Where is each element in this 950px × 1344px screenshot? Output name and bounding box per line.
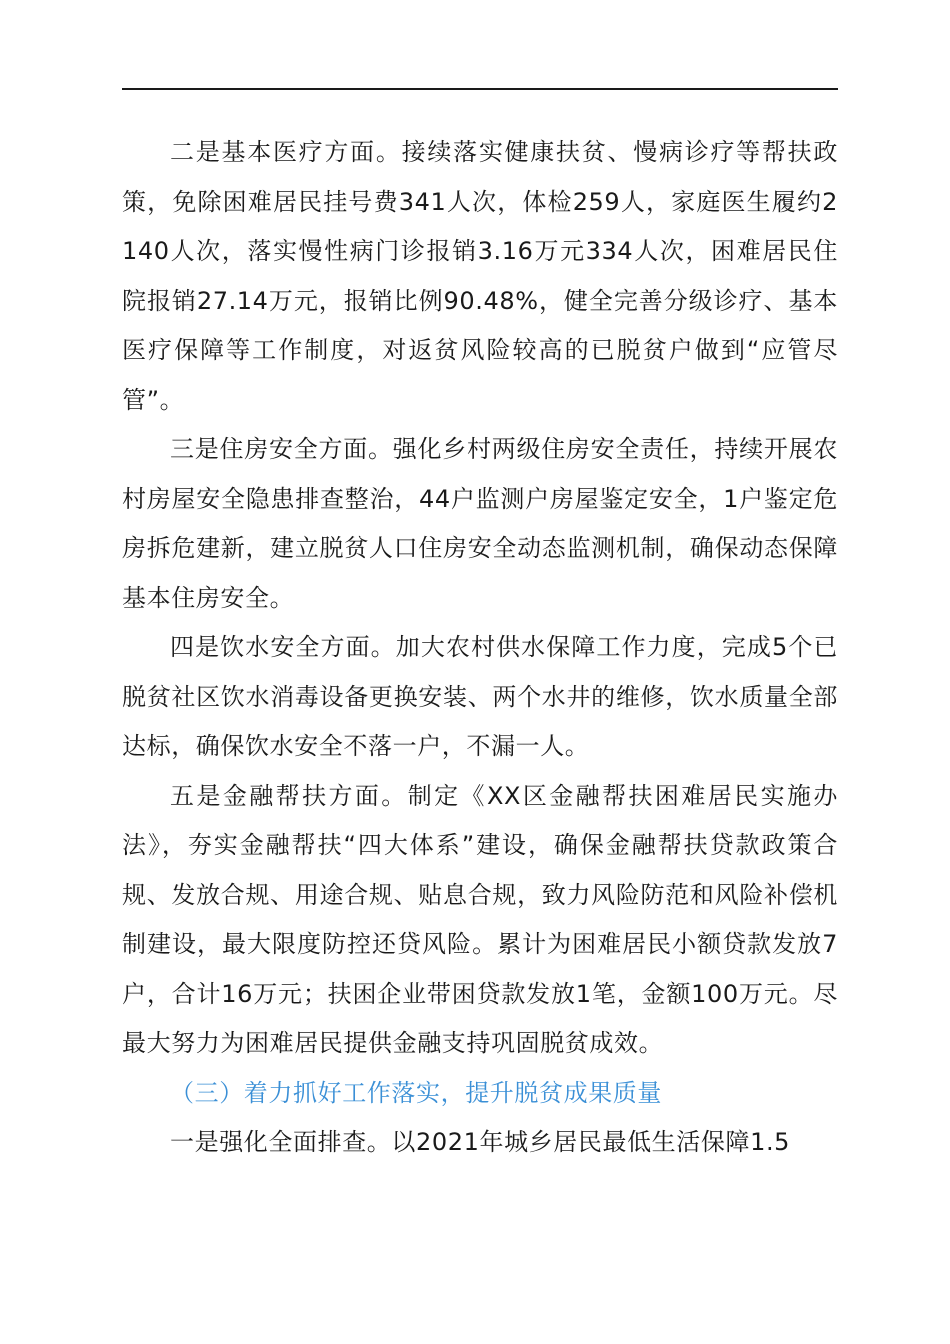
header-rule — [122, 88, 838, 90]
paragraph-housing-safety: 三是住房安全方面。强化乡村两级住房安全责任，持续开展农村房屋安全隐患排查整治，44户监测户房屋鉴定安全，1户鉴定危房拆危建新，建立脱贫人口住房安全动态监测机制，确保动态保障基本住房安全。 — [122, 435, 838, 612]
document-body — [122, 128, 838, 1168]
section-heading: （三）着力抓好工作落实，提升脱贫成果质量 — [170, 1078, 662, 1107]
paragraph-comprehensive-check: 一是强化全面排查。以2021年城乡居民最低生活保障1.5 — [170, 1128, 791, 1156]
paragraph-basic-medical: 二是基本医疗方面。接续落实健康扶贫、慢病诊疗等帮扶政策，免除困难居民挂号费341人次，体检259人，家庭医生履约2140人次，落实慢性病门诊报销3.16万元334人次，困难居民住院报销27.14万元，报销比例90.48%，健全完善分级诊疗、基本医疗保障等工作制度，对返贫风险较高的已脱贫户做到“应管尽管”。 — [122, 138, 838, 414]
paragraph-drinking-water: 四是饮水安全方面。加大农村供水保障工作力度，完成5个已脱贫社区饮水消毒设备更换安装、两个水井的维修，饮水质量全部达标，确保饮水安全不落一户，不漏一人。 — [122, 633, 838, 760]
paragraph-financial-support: 五是金融帮扶方面。制定《XX区金融帮扶困难居民实施办法》，夯实金融帮扶“四大体系”建设，确保金融帮扶贷款政策合规、发放合规、用途合规、贴息合规，致力风险防范和风险补偿机制建设，最大限度防控还贷风险。累计为困难居民小额贷款发放7户，合计16万元；扶困企业带困贷款发放1笔，金额100万元。尽最大努力为困难居民提供金融支持巩固脱贫成效。 — [122, 781, 838, 1057]
